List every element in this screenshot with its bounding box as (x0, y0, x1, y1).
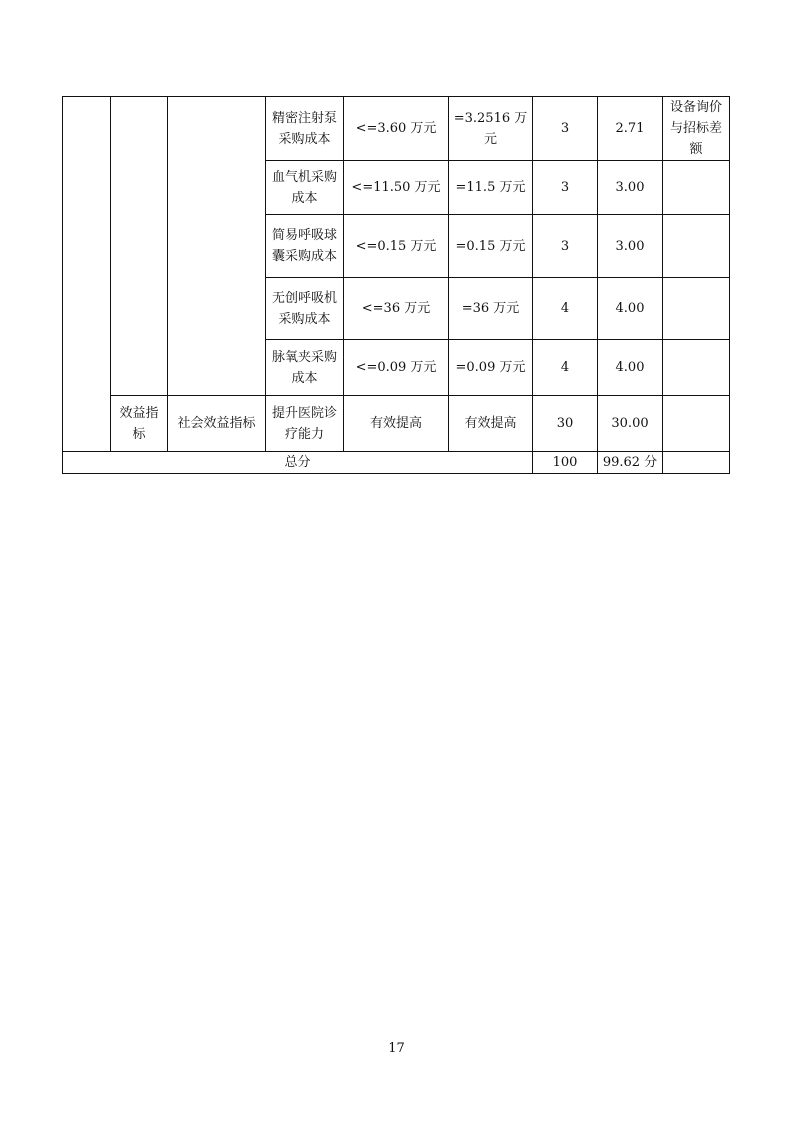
remark-cell (663, 278, 730, 340)
score-cell: 30.00 (598, 396, 663, 452)
total-label: 总分 (63, 452, 533, 474)
score-cell: 4.00 (598, 340, 663, 396)
score-cell: 4.00 (598, 278, 663, 340)
target-cell: <=0.09 万元 (344, 340, 449, 396)
actual-cell: =3.2516 万元 (449, 97, 533, 161)
subcategory-cell: 社会效益指标 (168, 396, 266, 452)
score-cell: 2.71 (598, 97, 663, 161)
remark-cell (663, 396, 730, 452)
indicator-cell: 简易呼吸球囊采购成本 (266, 215, 344, 278)
weight-cell: 3 (533, 97, 598, 161)
actual-cell: 有效提高 (449, 396, 533, 452)
target-cell: 有效提高 (344, 396, 449, 452)
table-row (63, 97, 730, 161)
indicator-cell: 精密注射泵采购成本 (266, 97, 344, 161)
target-cell: <=0.15 万元 (344, 215, 449, 278)
blank-cell (63, 97, 111, 452)
weight-cell: 30 (533, 396, 598, 452)
actual-cell: =11.5 万元 (449, 161, 533, 215)
total-score: 99.62 分 (598, 452, 663, 474)
weight-cell: 4 (533, 278, 598, 340)
score-cell: 3.00 (598, 215, 663, 278)
indicator-cell: 血气机采购成本 (266, 161, 344, 215)
indicator-cell: 提升医院诊疗能力 (266, 396, 344, 452)
score-cell: 3.00 (598, 161, 663, 215)
weight-cell: 3 (533, 215, 598, 278)
remark-cell (663, 215, 730, 278)
total-remark (663, 452, 730, 474)
blank-cell (111, 97, 168, 396)
category-cell: 效益指标 (111, 396, 168, 452)
weight-cell: 4 (533, 340, 598, 396)
actual-cell: =0.15 万元 (449, 215, 533, 278)
target-cell: <=11.50 万元 (344, 161, 449, 215)
remark-cell: 设备询价与招标差额 (663, 97, 730, 161)
indicator-cell: 脉氧夹采购成本 (266, 340, 344, 396)
actual-cell: =36 万元 (449, 278, 533, 340)
total-row (63, 452, 730, 474)
weight-cell: 3 (533, 161, 598, 215)
table-row (63, 396, 730, 452)
target-cell: <=3.60 万元 (344, 97, 449, 161)
blank-cell (168, 97, 266, 396)
remark-cell (663, 340, 730, 396)
remark-cell (663, 161, 730, 215)
actual-cell: =0.09 万元 (449, 340, 533, 396)
page-number: 17 (388, 1041, 405, 1056)
performance-table (62, 96, 730, 474)
total-weight: 100 (533, 452, 598, 474)
target-cell: <=36 万元 (344, 278, 449, 340)
indicator-cell: 无创呼吸机采购成本 (266, 278, 344, 340)
